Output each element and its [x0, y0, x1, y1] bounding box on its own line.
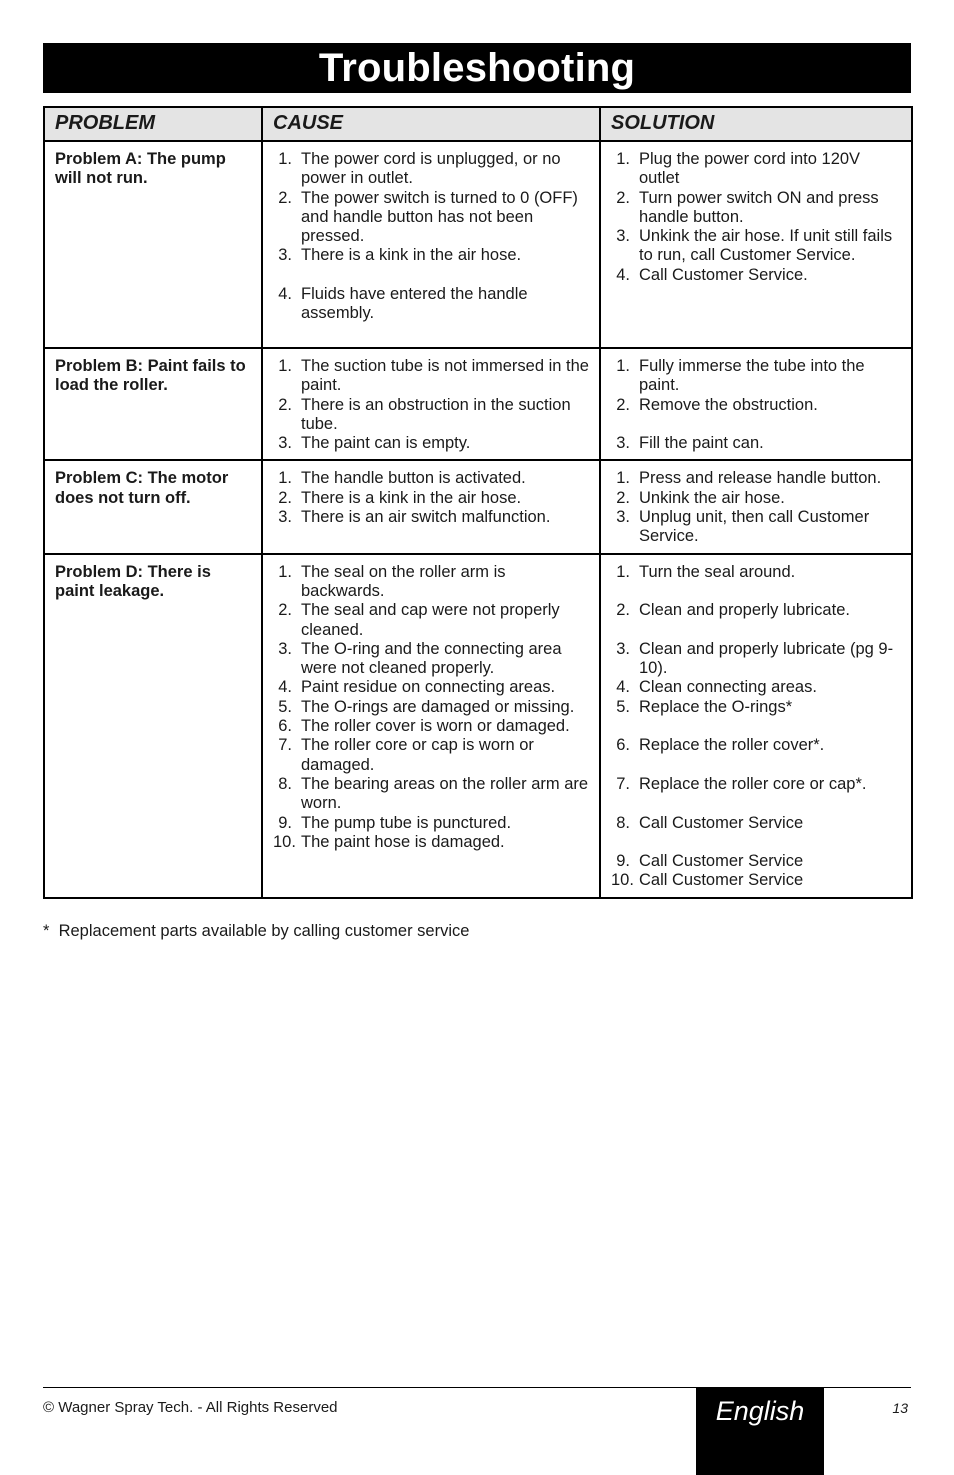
list-item: 3. Fill the paint can.: [616, 434, 764, 453]
list-item: 1. The power cord is unplugged, or no power in outlet.: [278, 150, 561, 188]
list-item: 1. Plug the power cord into 120V outlet: [616, 150, 861, 188]
table-row: [44, 141, 912, 348]
cause-cell: [262, 141, 600, 348]
list-item: 7. The roller core or cap is worn or damaged.: [278, 736, 534, 774]
cause-cell: [262, 554, 600, 898]
problem-cell: Problem A: The pump will not run.: [44, 141, 262, 348]
table-row: [44, 554, 912, 898]
list-item: 5. The O-rings are damaged or missing.: [278, 697, 575, 716]
cause-list: [273, 357, 591, 453]
title-bar: [43, 43, 911, 93]
list-item: 1. Fully immerse the tube into the paint.: [616, 357, 865, 395]
problem-cell: Problem B: Paint fails to load the roller.: [44, 348, 262, 460]
cause-cell: [262, 460, 600, 553]
list-item: 6. Replace the roller cover*.: [616, 736, 825, 755]
list-item: 8. The bearing areas on the roller arm are worn.: [278, 774, 589, 813]
problem-cell: Problem C: The motor does not turn off.: [44, 460, 262, 553]
solution-list: [611, 150, 903, 285]
cause-list: [273, 469, 591, 527]
copyright-text: © Wagner Spray Tech. - All Rights Reserved: [43, 1399, 338, 1416]
list-item: 5. Replace the O-rings*: [616, 697, 793, 716]
list-item: 3. There is an air switch malfunction.: [278, 508, 551, 527]
list-item: 4. Call Customer Service.: [616, 265, 808, 284]
table-header-row: [44, 107, 912, 141]
list-item: 2. There is an obstruction in the suction tube.: [278, 395, 571, 433]
language-label: English: [715, 1396, 805, 1426]
solution-cell: [600, 460, 912, 553]
footnote: * Replacement parts available by calling customer service: [43, 922, 470, 940]
list-item: 4. Fluids have entered the handle assembly.: [278, 285, 528, 323]
solution-list: [611, 357, 903, 453]
list-item: 3. Unplug unit, then call Customer Service.: [616, 508, 870, 546]
column-header-problem: PROBLEM: [44, 107, 262, 141]
problem-cell: Problem D: There is paint leakage.: [44, 554, 262, 898]
column-header-cause: CAUSE: [262, 107, 600, 141]
page-title: Troubleshooting: [318, 46, 636, 90]
page-number: 13: [892, 1400, 908, 1416]
troubleshooting-table: [43, 106, 913, 899]
solution-cell: [600, 141, 912, 348]
solution-cell: [600, 554, 912, 898]
list-item: 9. The pump tube is punctured.: [278, 813, 512, 832]
solution-list: [611, 469, 903, 546]
list-item: 2. The seal and cap were not properly cleaned.: [278, 601, 560, 639]
list-item: 2. Unkink the air hose.: [616, 488, 785, 507]
list-item: 9. Call Customer Service: [616, 852, 804, 871]
language-tab: [696, 1387, 824, 1475]
list-item: 4. Clean connecting areas.: [616, 678, 817, 697]
list-item: 10. The paint hose is damaged.: [273, 832, 505, 851]
list-item: 1. Turn the seal around.: [616, 562, 796, 581]
list-item: 2. Clean and properly lubricate.: [616, 601, 850, 620]
list-item: 3. Unkink the air hose. If unit still fails to run, call Customer Service.: [616, 227, 893, 265]
table-row: [44, 348, 912, 460]
list-item: 2. Remove the obstruction.: [616, 395, 818, 414]
list-item: 3. The paint can is empty.: [278, 434, 471, 453]
list-item: 6. The roller cover is worn or damaged.: [278, 717, 570, 736]
list-item: 3. There is a kink in the air hose.: [278, 246, 522, 265]
list-item: 7. Replace the roller core or cap*.: [616, 774, 867, 793]
list-item: 3. The O-ring and the connecting area were not cleaned properly.: [278, 639, 562, 678]
list-item: 4. Paint residue on connecting areas.: [278, 678, 556, 697]
list-item: 2. Turn power switch ON and press handle button.: [616, 188, 879, 226]
column-header-solution: SOLUTION: [600, 107, 912, 141]
list-item: 2. There is a kink in the air hose.: [278, 488, 522, 507]
list-item: 8. Call Customer Service: [616, 813, 804, 832]
cause-list: [273, 563, 591, 852]
list-item: 1. The handle button is activated.: [278, 469, 526, 488]
solution-list: [611, 563, 903, 891]
table-row: [44, 460, 912, 553]
list-item: 3. Clean and properly lubricate (pg 9-10).: [616, 639, 894, 678]
cause-cell: [262, 348, 600, 460]
list-item: 1. The suction tube is not immersed in the paint.: [278, 357, 589, 395]
list-item: 1. Press and release handle button.: [616, 469, 882, 488]
cause-list: [273, 150, 591, 324]
list-item: 1. The seal on the roller arm is backwards.: [278, 562, 506, 600]
solution-cell: [600, 348, 912, 460]
list-item: 10. Call Customer Service: [611, 871, 804, 890]
list-item: 2. The power switch is turned to 0 (OFF) and handle button has not been pressed.: [278, 188, 578, 246]
